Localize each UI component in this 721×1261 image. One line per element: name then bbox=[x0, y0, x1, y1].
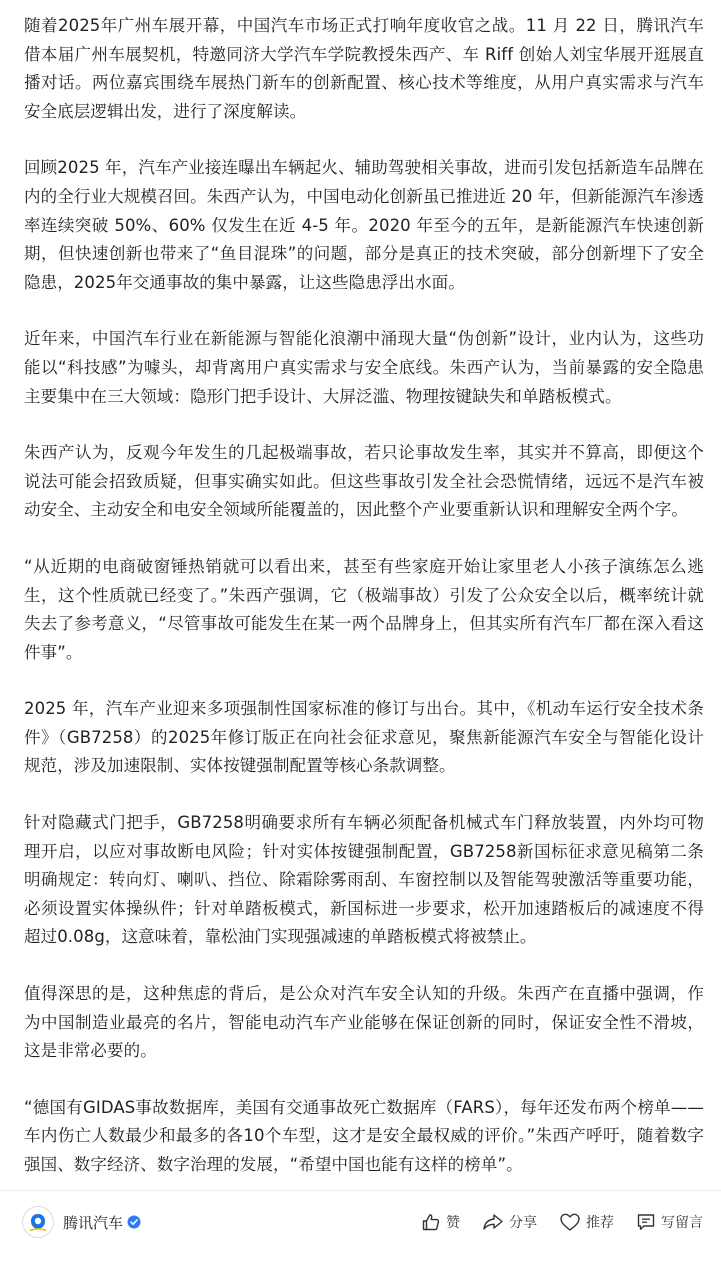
share-arrow-icon bbox=[482, 1212, 504, 1232]
author-block[interactable] bbox=[22, 1205, 141, 1239]
heart-icon bbox=[559, 1212, 581, 1232]
article-paragraph-3: 近年来，中国汽车行业在新能源与智能化浪潮中涌现大量“伪创新”设计，业内认为，这些功能以“科技感”为噱头，却背离用户真实需求与安全底线。朱西产认为，当前暴露的安全隐患主要集中在三大领域：隐形门把手设计、大屏泛滥、物理按键缺失和单踏板模式。 bbox=[24, 329, 704, 406]
article-paragraph-4: 朱西产认为，反观今年发生的几起极端事故，若只论事故发生率，其实并不算高，即便这个说法可能会招致质疑，但事实确实如此。但这些事故引发全社会恐慌情绪，远远不是汽车被动安全、主动安全和电安全领域所能覆盖的，因此整个产业要重新认识和理解安全两个字。 bbox=[24, 443, 704, 520]
article-paragraph-5: “从近期的电商破窗锤热销就可以看出来，甚至有些家庭开始让家里老人小孩子演练怎么逃生，这个性质就已经变了。”朱西产强调，它（极端事故）引发了公众安全以后，概率统计就失去了参考意义，“尽管事故可能发生在某一两个品牌身上，但其实所有汽车厂都在深入看这件事”。 bbox=[24, 556, 704, 662]
article-paragraph-1: 随着2025年广州车展开幕，中国汽车市场正式打响年度收官之战。11 月 22 日，腾讯汽车借本届广州车展契机，特邀同济大学汽车学院教授朱西产、车 Riff 创始人刘宝华展开逛展直播对话。两位嘉宾围绕车展热门新车的创新配置、核心技术等维度，从用户真实需求与汽车安全底层逻辑出发，进行了深度解读。 bbox=[24, 16, 704, 121]
article-paragraph-2: 回顾2025 年，汽车产业接连曝出车辆起火、辅助驾驶相关事故，进而引发包括新造车品牌在内的全行业大规模召回。朱西产认为，中国电动化创新虽已推进近 20 年，但新能源汽车渗透率连续突破 50%、60% 仅发生在近 4-5 年。2020 年至今的五年，是新能源汽车快速创新期，但快速创新也带来了“鱼目混珠”的问题，部分是真正的技术突破，部分创新埋下了安全隐患，2025年交通事故的集中暴露，让这些隐患浮出水面。 bbox=[24, 158, 704, 292]
tencent-auto-logo-icon bbox=[27, 1211, 49, 1233]
article-paragraph-9: “德国有GIDAS事故数据库，美国有交通事故死亡数据库（FARS），每年还发布两个榜单——车内伤亡人数最少和最多的各10个车型，这才是安全最权威的评价。”朱西产呼吁，随着数字强国、数字经济、数字治理的发展，“希望中国也能有这样的榜单”。 bbox=[24, 1097, 704, 1174]
thumbs-up-icon bbox=[421, 1212, 441, 1232]
write-comment-label: 写留言 bbox=[661, 1215, 703, 1231]
article-paragraph-7: 针对隐藏式门把手，GB7258明确要求所有车辆必须配备机械式车门释放装置，内外均可物理开启，以应对事故断电风险；针对实体按键强制配置，GB7258新国标征求意见稿第二条明确规定：转向灯、喇叭、挡位、除霜除雾雨刮、车窗控制以及智能驾驶激活等重要功能，必须设置实体操纵件；针对单踏板模式，新国标进一步要求，松开加速踏板后的减速度不得超过0.08g，这意味着，靠松油门实现强减速的单踏板模式将被禁止。 bbox=[24, 813, 704, 947]
share-label: 分享 bbox=[509, 1215, 537, 1231]
article-footer-bar bbox=[0, 1190, 721, 1261]
recommend-button[interactable] bbox=[559, 1212, 614, 1232]
recommend-label: 推荐 bbox=[586, 1215, 614, 1231]
avatar[interactable] bbox=[22, 1206, 54, 1238]
like-label: 赞 bbox=[446, 1215, 460, 1231]
verified-badge-icon bbox=[127, 1215, 141, 1229]
share-button[interactable] bbox=[482, 1212, 537, 1232]
comment-icon bbox=[636, 1212, 656, 1232]
author-name[interactable]: 腾讯汽车 bbox=[63, 1213, 124, 1232]
like-button[interactable] bbox=[421, 1212, 460, 1232]
article-paragraph-6: 2025 年，汽车产业迎来多项强制性国家标准的修订与出台。其中，《机动车运行安全技术条件》（GB7258）的2025年修订版正在向社会征求意见，聚焦新能源汽车安全与智能化设计规范，涉及加速限制、实体按键强制配置等核心条款调整。 bbox=[24, 699, 704, 776]
write-comment-button[interactable] bbox=[636, 1212, 703, 1232]
article-body bbox=[24, 12, 704, 1208]
article-paragraph-8: 值得深思的是，这种焦虑的背后，是公众对汽车安全认知的升级。朱西产在直播中强调，作为中国制造业最亮的名片，智能电动汽车产业能够在保证创新的同时，保证安全性不滑坡，这是非常必要的。 bbox=[24, 984, 704, 1061]
article-actions bbox=[399, 1205, 703, 1239]
